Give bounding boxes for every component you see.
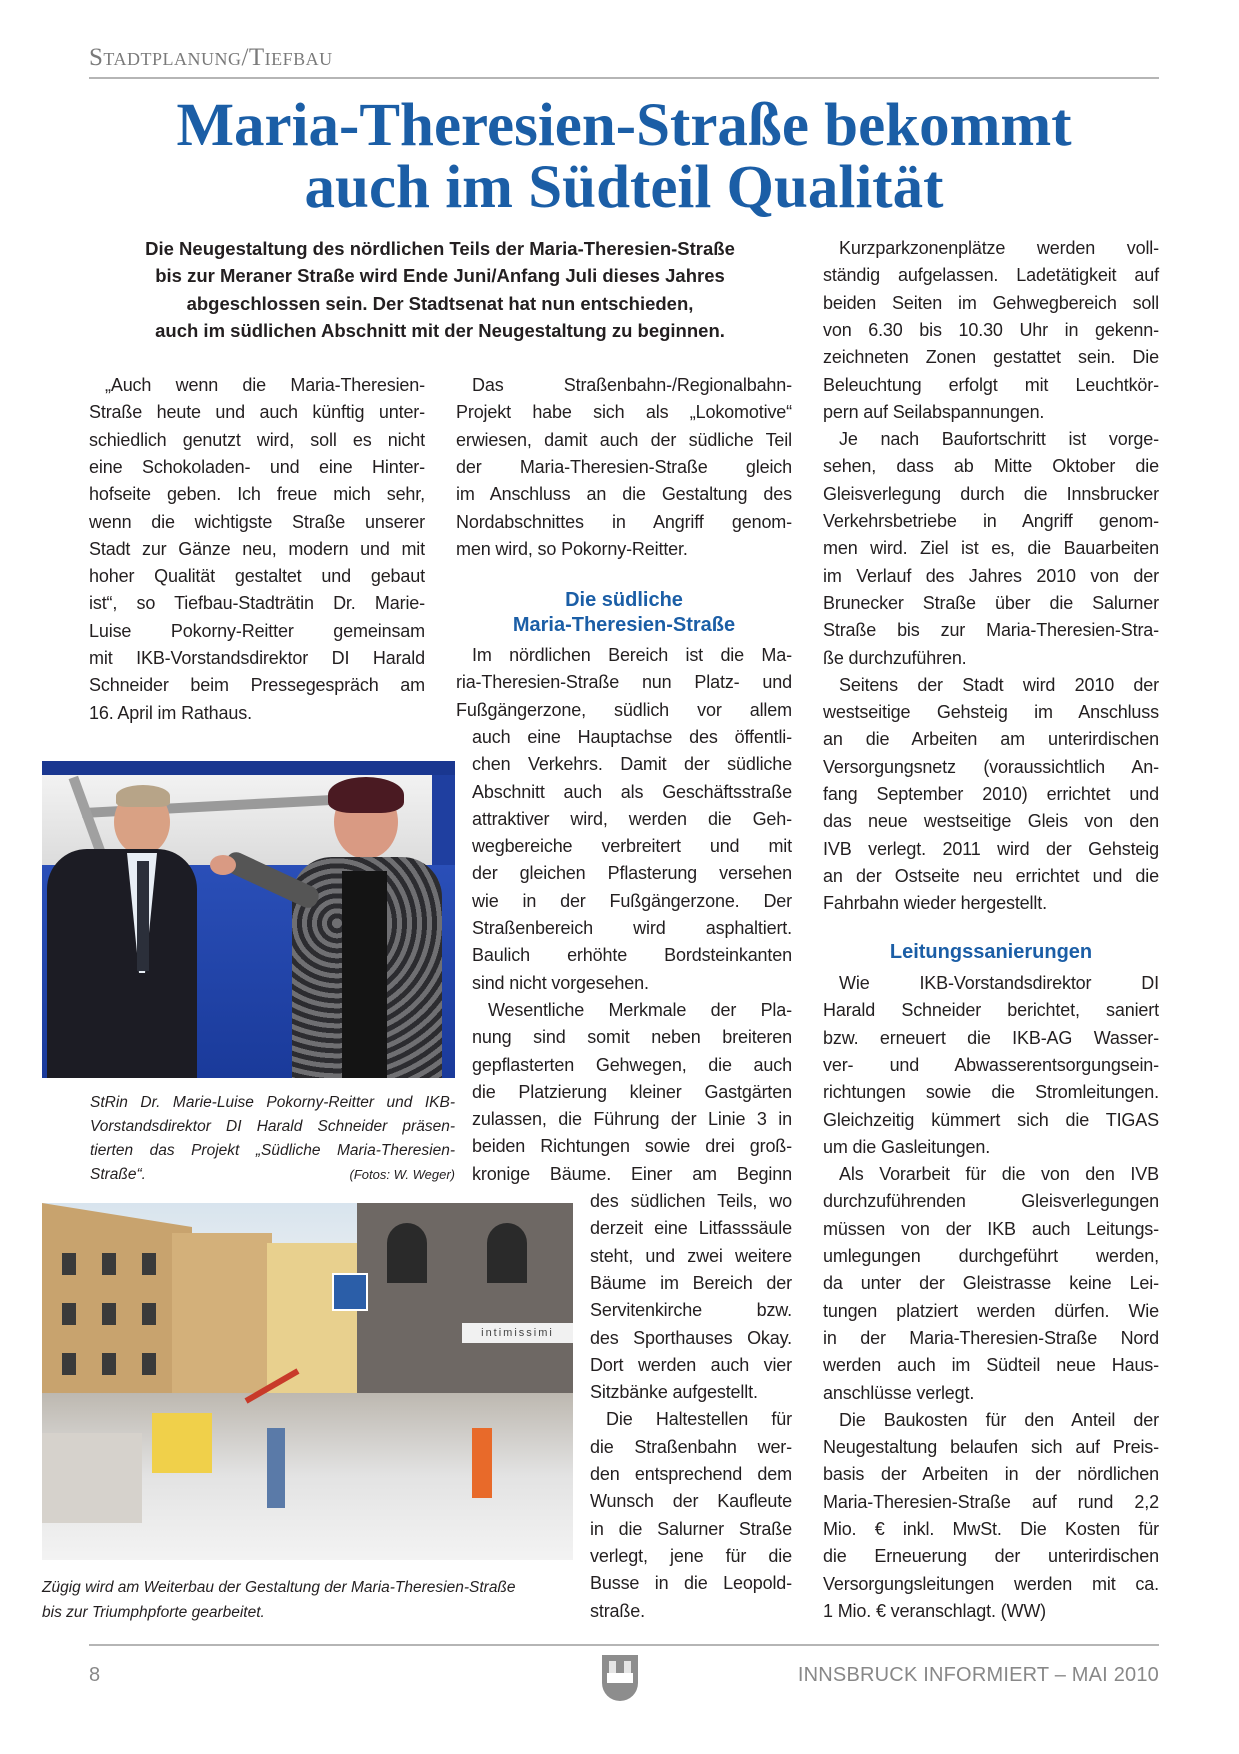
- body-text-line: sehen, dass ab Mitte Oktober die: [823, 456, 1159, 477]
- body-text-line: schiedlich genutzt wird, soll es nicht: [89, 429, 425, 450]
- body-text-line: basis der Arbeiten in der nördlichen: [823, 1464, 1159, 1485]
- body-text-line: men wird, so Pokorny-Reitter.: [456, 538, 688, 559]
- body-text-line: den entsprechend dem: [590, 1464, 792, 1484]
- body-text-line: ße durchzuführen.: [823, 647, 967, 668]
- shop-sign: intimissimi: [462, 1323, 573, 1343]
- body-text-line: mit IKB-Vorstandsdirektor DI Harald: [89, 648, 425, 668]
- body-text-line: Projekt habe sich als „Lokomotive“: [456, 402, 792, 423]
- body-text-line: steht, und zwei weitere: [590, 1245, 792, 1266]
- body-text-line: Je nach Baufortschritt ist vorge-: [839, 429, 1159, 450]
- body-text-line: Wie IKB-Vorstandsdirektor DI: [839, 973, 1159, 993]
- body-text-line: beiden Seiten im Gehwegbereich soll: [823, 292, 1159, 313]
- article-title-line-1: Maria-Theresien-Straße bekommt: [176, 92, 1072, 159]
- body-text-line: umlegungen durchgeführt werden,: [823, 1246, 1159, 1266]
- body-text-line: richtungen sowie die Stromleitungen.: [823, 1082, 1159, 1103]
- footer-divider: [89, 1644, 1159, 1646]
- body-text-line: Sitzbänke aufgestellt.: [590, 1382, 758, 1403]
- body-text-line: Harald Schneider berichtet, saniert: [823, 1000, 1159, 1021]
- body-text-line: an der Ostseite neu errichtet und die: [823, 865, 1159, 886]
- body-text-line: des südlichen Teils, wo: [590, 1191, 792, 1211]
- body-text-line: „Auch wenn die Maria-Theresien-: [105, 375, 425, 395]
- body-text-line: verlegt, jene für die: [590, 1545, 792, 1566]
- body-text-line: beiden Richtungen sowie drei groß-: [472, 1136, 792, 1157]
- body-text-line: hoher Qualität gestaltet und gebaut: [89, 566, 425, 587]
- body-text-line: 16. April im Rathaus.: [89, 702, 252, 723]
- body-text-line: Nordabschnittes in Angriff genom-: [456, 511, 792, 532]
- body-text-line: anschlüsse verlegt.: [823, 1382, 975, 1403]
- body-text-line: Gleichzeitig kümmert sich die TIGAS: [823, 1109, 1159, 1130]
- body-text-line: Schneider beim Pressegespräch am: [89, 675, 425, 696]
- body-text-line: die Platzierung kleiner Gastgärten: [472, 1081, 792, 1102]
- body-text-line: Verkehrsbetriebe in Angriff genom-: [823, 511, 1159, 531]
- body-text-line: Beleuchtung erfolgt mit Leuchtkör-: [823, 374, 1159, 395]
- body-text-line: sind nicht vorgesehen.: [472, 972, 649, 993]
- body-text-line: Servitenkirche bzw.: [590, 1300, 792, 1321]
- section-heading: Leitungssanierungen: [889, 941, 1093, 963]
- body-text-line: hofseite geben. Ich freue mich sehr,: [89, 484, 425, 505]
- body-text-line: Im nördlichen Bereich ist die Ma-: [472, 645, 792, 665]
- body-text-line: von 6.30 bis 10.30 Uhr in gekenn-: [823, 319, 1159, 340]
- body-text-line: in die Salurner Straße: [590, 1518, 792, 1539]
- body-text-line: Maria-Theresien-Straße auf rund 2,2: [823, 1491, 1159, 1512]
- body-text-line: IVB verlegt. 2011 wird der Gehsteig: [823, 838, 1159, 859]
- body-text-line: ver- und Abwasserentsorgungsein-: [823, 1054, 1159, 1075]
- body-text-line: in der Maria-Theresien-Straße Nord: [823, 1327, 1159, 1348]
- innsbruck-coat-of-arms-icon: [602, 1655, 638, 1701]
- body-text-line: Straße bis zur Maria-Theresien-Stra-: [823, 620, 1159, 641]
- body-text-line: Brunecker Straße über die Salurner: [823, 592, 1159, 613]
- body-text-line: der gleichen Pflasterung versehen: [472, 863, 792, 884]
- body-text-line: Dort werden auch vier: [590, 1354, 792, 1375]
- photo-caption-line: bis zur Triumphpforte gearbeitet.: [42, 1604, 265, 1621]
- body-text-line: Mio. € inkl. MwSt. Die Kosten für: [823, 1519, 1159, 1539]
- body-text-line: zulassen, die Führung der Linie 3 in: [472, 1109, 792, 1130]
- lead-line: abgeschlossen sein. Der Stadtsenat hat nun entschieden,: [186, 292, 694, 314]
- body-text-line: auch eine Hauptachse des öffentli-: [472, 726, 792, 747]
- lead-line: Die Neugestaltung des nördlichen Teils der Maria-Theresien-Straße: [145, 238, 735, 259]
- lead-line: auch im südlichen Abschnitt mit der Neugestaltung zu beginnen.: [155, 319, 725, 341]
- body-text-line: Kurzparkzonenplätze werden voll-: [839, 238, 1159, 258]
- body-text-line: straße.: [590, 1600, 645, 1621]
- body-text-line: im Verlauf des Jahres 2010 von der: [823, 565, 1159, 586]
- section-header: Stadtplanung/Tiefbau: [89, 44, 333, 71]
- body-text-line: pern auf Seilabspannungen.: [823, 401, 1045, 422]
- body-text-line: ständig aufgelassen. Ladetätigkeit auf: [823, 265, 1159, 286]
- body-text-line: da unter der Gleistrasse keine Lei-: [823, 1273, 1159, 1294]
- body-text-line: Straßenbereich wird asphaltiert.: [472, 918, 792, 938]
- article-title-line-2: auch im Südteil Qualität: [304, 154, 944, 221]
- body-text-line: Baulich erhöhte Bordsteinkanten: [472, 945, 792, 966]
- body-text-line: der Maria-Theresien-Straße gleich: [456, 456, 792, 477]
- section-heading: Die südliche: [565, 589, 683, 611]
- body-text-line: die Straßenbahn wer-: [590, 1436, 792, 1457]
- body-text-line: kronige Bäume. Einer am Beginn: [472, 1163, 792, 1184]
- body-text-line: Neugestaltung belaufen sich auf Preis-: [823, 1437, 1159, 1458]
- body-text-line: westseitige Gehsteig im Anschluss: [823, 702, 1159, 723]
- body-text-line: Fußgängerzone, südlich vor allem: [456, 699, 792, 720]
- body-text-line: chen Verkehrs. Damit der südliche: [472, 754, 792, 775]
- body-text-line: das neue westseitige Gleis von den: [823, 811, 1159, 832]
- photo-credit: (Fotos: W. Weger): [349, 1167, 455, 1182]
- body-text-line: im Anschluss an die Gestaltung des: [456, 484, 792, 505]
- photo-caption-line: Straße“.: [90, 1166, 146, 1183]
- body-text-line: Als Vorarbeit für die von den IVB: [839, 1164, 1159, 1185]
- body-text-line: um die Gasleitungen.: [823, 1136, 991, 1157]
- body-text-line: Das Straßenbahn-/Regionalbahn-: [472, 375, 792, 395]
- body-text-line: an die Arbeiten am unterirdischen: [823, 729, 1159, 750]
- body-text-line: ria-Theresien-Straße nun Platz- und: [456, 672, 792, 693]
- lead-line: bis zur Meraner Straße wird Ende Juni/Anfang Juli dieses Jahres: [155, 265, 725, 287]
- body-text-line: Versorgungsnetz (voraussichtlich An-: [823, 756, 1159, 777]
- photo-presentation: [42, 761, 455, 1078]
- body-text-line: durchzuführenden Gleisverlegungen: [823, 1191, 1159, 1212]
- body-text-line: Wesentliche Merkmale der Pla-: [488, 999, 792, 1020]
- body-text-line: Gleisverlegung durch die Innsbrucker: [823, 483, 1159, 504]
- body-text-line: Die Haltestellen für: [606, 1409, 792, 1430]
- body-text-line: zeichneten Zonen gestattet sein. Die: [823, 347, 1159, 368]
- body-text-line: gepflasterten Gehwegen, die auch: [472, 1054, 792, 1075]
- section-heading: Maria-Theresien-Straße: [512, 614, 736, 636]
- body-text-line: eine Schokoladen- und eine Hinter-: [89, 456, 425, 477]
- body-text-line: attraktiver wird, werden die Geh-: [472, 808, 792, 829]
- body-text-line: Stadt zur Gänze neu, modern und mit: [89, 538, 425, 559]
- body-text-line: des Sporthauses Okay.: [590, 1327, 792, 1348]
- body-text-line: müssen von der IKB auch Leitungs-: [823, 1218, 1159, 1239]
- body-text-line: wenn die wichtigste Straße unserer: [89, 511, 425, 532]
- body-text-line: fang September 2010) errichtet und: [823, 784, 1159, 804]
- publication-name: INNSBRUCK INFORMIERT – MAI 2010: [797, 1664, 1159, 1686]
- body-text-line: nung sind somit neben breiteren: [472, 1027, 792, 1048]
- body-text-line: men wird. Ziel ist es, die Bauarbeiten: [823, 538, 1159, 559]
- photo-caption-line: Zügig wird am Weiterbau der Gestaltung der Maria-Theresien-Straße: [42, 1579, 516, 1596]
- body-text-line: Versorgungsleitungen werden mit ca.: [823, 1573, 1159, 1594]
- body-text-line: tungen platziert werden dürfen. Wie: [823, 1300, 1159, 1321]
- photo-caption-line: Vorstandsdirektor DI Harald Schneider präsen-: [90, 1118, 455, 1135]
- body-text-line: wie in der Fußgängerzone. Der: [472, 890, 792, 911]
- body-text-line: Die Baukosten für den Anteil der: [839, 1409, 1159, 1430]
- body-text-line: Wunsch der Kaufleute: [590, 1491, 792, 1512]
- body-text-line: Busse in die Leopold-: [590, 1573, 792, 1594]
- body-text-line: erwiesen, damit auch der südliche Teil: [456, 429, 792, 450]
- body-text-line: die Erneuerung der unterirdischen: [823, 1546, 1159, 1567]
- body-text-line: bzw. erneuert die IKB-AG Wasser-: [823, 1027, 1159, 1048]
- body-text-line: Bäume im Bereich der: [590, 1272, 792, 1293]
- body-text-line: werden auch im Südteil neue Haus-: [823, 1355, 1159, 1376]
- body-text-line: Seitens der Stadt wird 2010 der: [839, 674, 1159, 695]
- body-text-line: Fahrbahn wieder hergestellt.: [823, 893, 1047, 914]
- header-divider: [89, 77, 1159, 79]
- body-text-line: Straße heute und auch künftig unter-: [89, 402, 425, 423]
- photo-construction-site: [42, 1203, 573, 1560]
- body-text-line: wegbereiche verbreitert und mit: [472, 836, 792, 857]
- body-text-line: Abschnitt auch als Geschäftsstraße: [472, 781, 792, 802]
- body-text-line: 1 Mio. € veranschlagt. (WW): [823, 1600, 1047, 1621]
- body-text-line: ist“, so Tiefbau-Stadträtin Dr. Marie-: [89, 593, 425, 614]
- body-text-line: derzeit eine Litfasssäule: [590, 1218, 792, 1239]
- photo-caption-line: StRin Dr. Marie-Luise Pokorny-Reitter und IKB-: [90, 1094, 455, 1111]
- page-number: 8: [89, 1664, 101, 1686]
- photo-caption-line: tierten das Projekt „Südliche Maria-Theresien-: [90, 1142, 455, 1159]
- body-text-line: Luise Pokorny-Reitter gemeinsam: [89, 620, 425, 641]
